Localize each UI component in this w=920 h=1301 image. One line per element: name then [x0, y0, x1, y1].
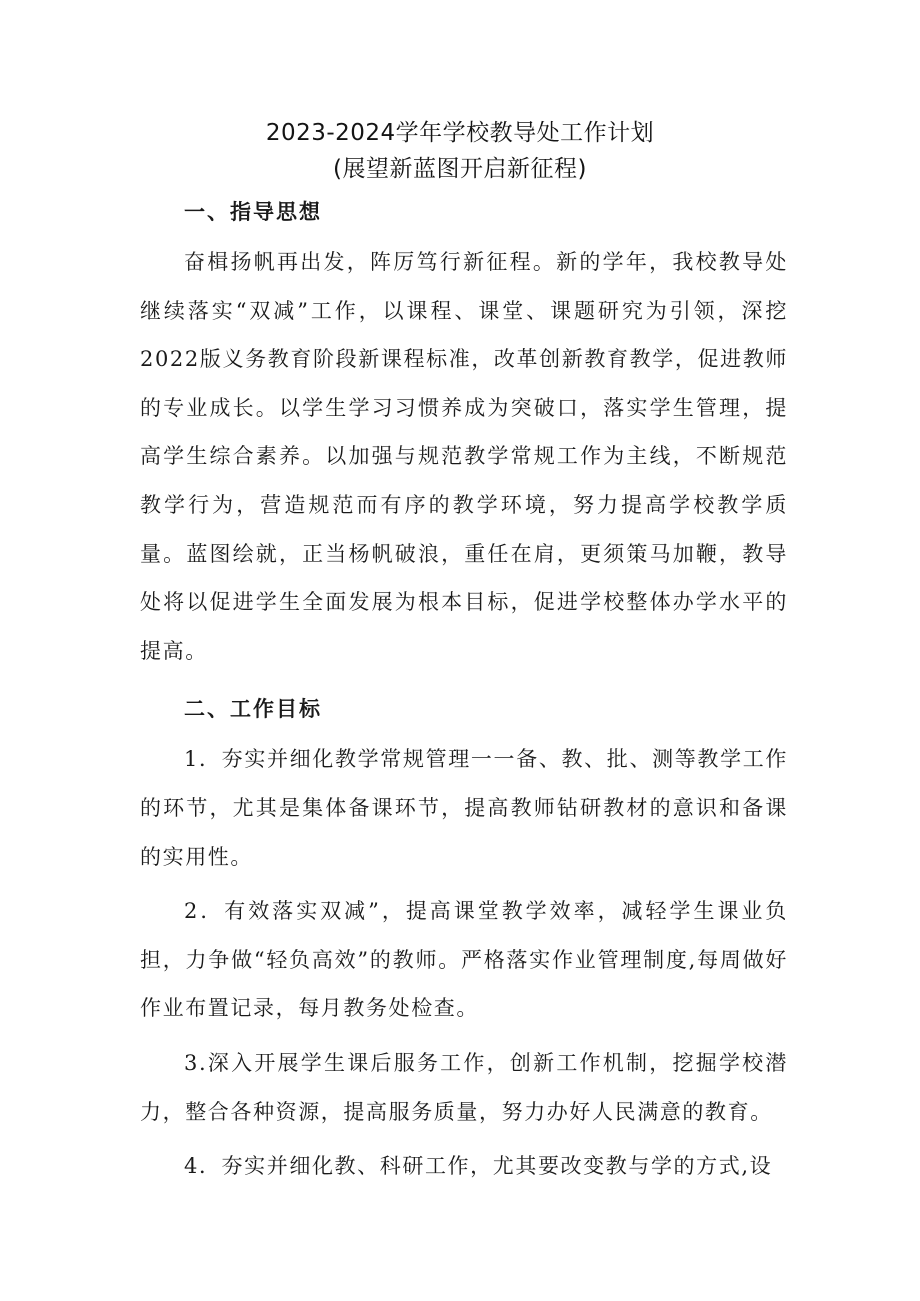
- document-subtitle: (展望新蓝图开启新征程): [333, 156, 587, 182]
- paragraph-goal-1: 1．夯实并细化教学常规管理一一备、教、批、测等教学工作的环节，尤其是集体备课环节，提高教师钻研教材的意识和备课的实用性。: [140, 747, 788, 869]
- paragraph-goal-3: 3.深入开展学生课后服务工作，创新工作机制，挖掘学校潜力，整合各种资源，提高服务质量，努力办好人民满意的教育。: [140, 1050, 788, 1124]
- section-heading-work-goals: 二、工作目标: [184, 697, 322, 722]
- paragraph-goal-2: 2．有效落实双减”，提高课堂教学效率，减轻学生课业负担，力争做“轻负高效”的教师。严格落实作业管理制度,每周做好作业布置记录，每月教务处检查。: [140, 899, 788, 1021]
- document-title: 2023-2024学年学校教导处工作计划: [265, 120, 655, 146]
- paragraph-goal-4: 4．夯实并细化教、科研工作，尤其要改变教与学的方式,设: [184, 1154, 773, 1179]
- paragraph-guiding-ideology: 奋楫扬帆再出发，阵厉笃行新征程。新的学年，我校教导处继续落实“双减”工作，以课程、课堂、课题研究为引领，深挖2022版义务教育阶段新课程标准，改革创新教育教学，促进教师的专业成长。以学生学习习惯养成为突破口，落实学生管理，提高学生综合素养。以加强与规范教学常规工作为主线，不断规范教学行为，营造规范而有序的教学环境，努力提高学校教学质量。蓝图绘就，正当杨帆破浪，重任在肩，更须策马加鞭，教导处将以促进学生全面发展为根本目标，促进学校整体办学水平的提高。: [140, 250, 788, 663]
- document-body: [140, 188, 788, 1197]
- section-heading-guiding-ideology: 一、指导思想: [184, 200, 322, 224]
